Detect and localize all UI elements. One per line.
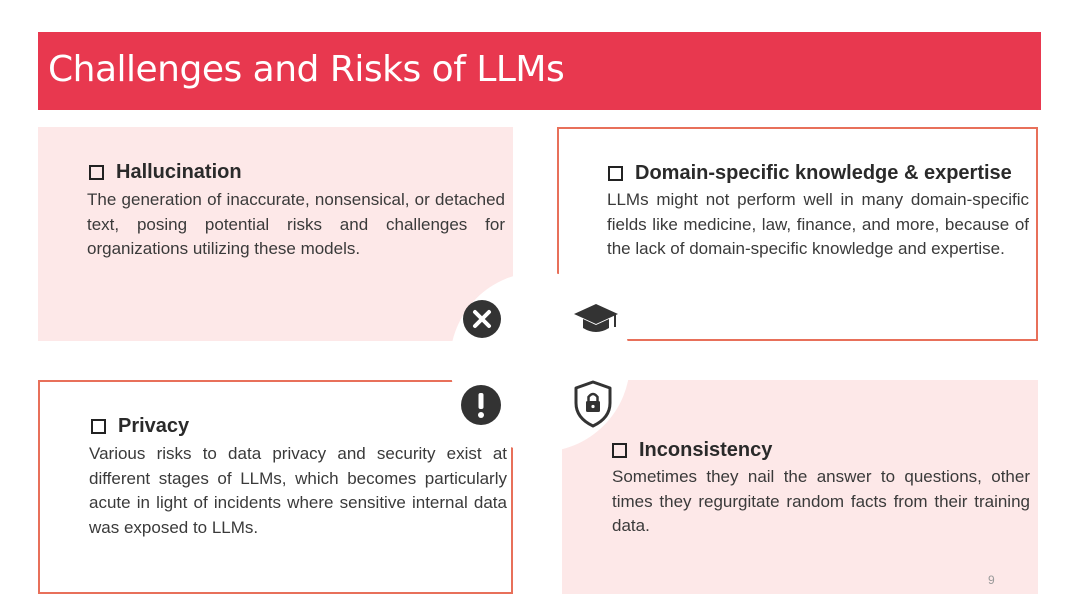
slide-title: Challenges and Risks of LLMs xyxy=(48,49,565,90)
heading-privacy: Privacy xyxy=(118,415,190,437)
card-heading xyxy=(608,162,1012,185)
close-circle-icon xyxy=(462,299,502,339)
heading-hallucination: Hallucination xyxy=(116,161,242,183)
exclamation-circle-icon xyxy=(460,384,502,426)
card-heading xyxy=(612,439,772,462)
checkbox-icon xyxy=(91,419,106,434)
body-domain: LLMs might not perform well in many domain-specific fields like medicine, law, finance, and more, because of the lack of domain-specific knowledge and expertise. xyxy=(607,190,1029,258)
card-privacy xyxy=(38,380,513,594)
body-privacy: Various risks to data privacy and security exist at different stages of LLMs, which becomes particularly acute in light of incidents where sensitive internal data was exposed to LLMs. xyxy=(89,444,507,537)
shield-lock-icon xyxy=(572,379,614,429)
heading-domain: Domain-specific knowledge & expertise xyxy=(635,162,1012,184)
body-hallucination: The generation of inaccurate, nonsensical, or detached text, posing potential risks and challenges for organizations utilizing these models. xyxy=(87,190,505,258)
card-heading xyxy=(89,161,242,184)
page-number: 9 xyxy=(988,573,995,587)
card-hallucination xyxy=(38,127,513,341)
card-heading xyxy=(91,415,189,438)
graduation-cap-icon xyxy=(573,298,619,338)
card-inconsistency xyxy=(562,380,1038,594)
title-bar xyxy=(38,32,1041,110)
heading-inconsistency: Inconsistency xyxy=(639,439,773,461)
body-inconsistency: Sometimes they nail the answer to questions, other times they regurgitate random facts from their training data. xyxy=(612,467,1030,535)
checkbox-icon xyxy=(608,166,623,181)
checkbox-icon xyxy=(612,443,627,458)
card-domain-knowledge xyxy=(557,127,1038,341)
checkbox-icon xyxy=(89,165,104,180)
